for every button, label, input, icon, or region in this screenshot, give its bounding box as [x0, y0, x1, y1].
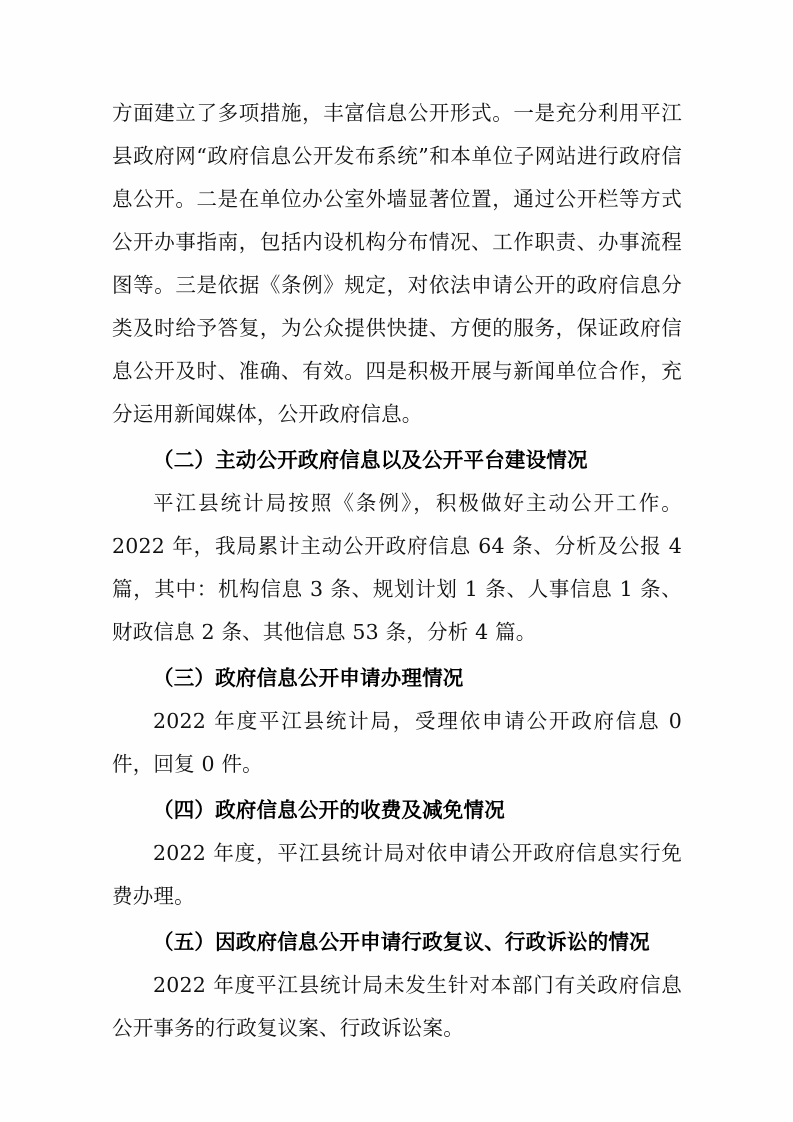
section-heading-four: （四）政府信息公开的收费及减免情况 — [153, 798, 505, 822]
paragraph-section-three: 2022 年度平江县统计局，受理依申请公开政府信息 0 件，回复 0 件。 — [112, 709, 682, 776]
section-heading-two: （二）主动公开政府信息以及公开平台建设情况 — [153, 448, 588, 472]
paragraph-section-five: 2022 年度平江县统计局未发生针对本部门有关政府信息公开事务的行政复议案、行政诉讼案。 — [112, 973, 682, 1040]
paragraph-section-two: 平江县统计局按照《条例》，积极做好主动公开工作。2022 年，我局累计主动公开政府信息 64 条、分析及公报 4 篇，其中：机构信息 3 条、规划计划 1 条、人事信息 1 条、财政信息 2 条、其他信息 53 条，分析 4 篇。 — [112, 491, 682, 644]
document-body — [112, 92, 682, 1050]
section-heading-three: （三）政府信息公开申请办理情况 — [153, 666, 464, 690]
section-heading-five: （五）因政府信息公开申请行政复议、行政诉讼的情况 — [153, 930, 650, 954]
paragraph-continued: 方面建立了多项措施，丰富信息公开形式。一是充分利用平江县政府网“政府信息公开发布系统”和本单位子网站进行政府信息公开。二是在单位办公室外墙显著位置，通过公开栏等方式公开办事指南，包括内设机构分布情况、工作职责、办事流程图等。三是依据《条例》规定，对依法申请公开的政府信息分类及时给予答复，为公众提供快捷、方便的服务，保证政府信息公开及时、准确、有效。四是积极开展与新闻单位合作，充分运用新闻媒体，公开政府信息。 — [112, 101, 682, 426]
paragraph-section-four: 2022 年度，平江县统计局对依申请公开政府信息实行免费办理。 — [112, 841, 682, 908]
